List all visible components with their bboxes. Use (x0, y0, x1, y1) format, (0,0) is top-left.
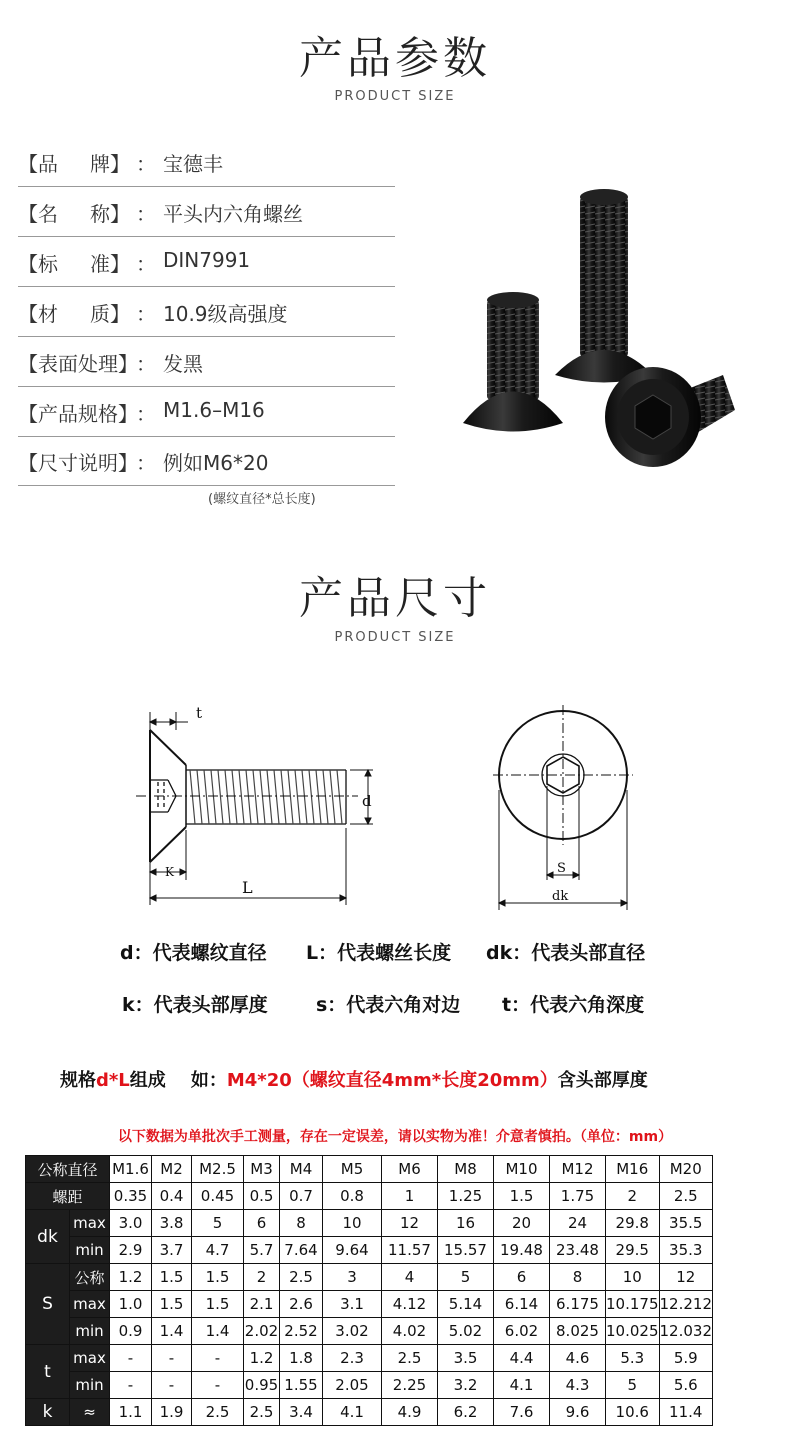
dimension-value: 5.7 (244, 1237, 280, 1264)
pitch-value: 1.25 (438, 1183, 494, 1210)
dimension-value: 10.6 (606, 1399, 660, 1426)
table-row (26, 1237, 713, 1264)
top-view-diagram (488, 700, 638, 915)
dimension-value: 3.0 (110, 1210, 152, 1237)
dimension-value: - (152, 1345, 192, 1372)
spec-value: 宝德丰 (163, 152, 223, 176)
legend-t: t：代表六角深度 (502, 994, 645, 1016)
dimension-value: 16 (438, 1210, 494, 1237)
dimension-value: 1.8 (280, 1345, 323, 1372)
dimension-value: 2.9 (110, 1237, 152, 1264)
spec-colon: ： (136, 302, 156, 326)
dimension-value: 3.5 (438, 1345, 494, 1372)
spec-colon: ： (136, 352, 156, 376)
dimension-value: 1.5 (192, 1291, 244, 1318)
sub-label: 公称 (70, 1264, 110, 1291)
dimension-value: - (192, 1345, 244, 1372)
dimension-value: 1.5 (192, 1264, 244, 1291)
dimension-value: 2.05 (323, 1372, 382, 1399)
dimension-value: 4.1 (323, 1399, 382, 1426)
dimension-value: 5 (606, 1372, 660, 1399)
pitch-value: 0.5 (244, 1183, 280, 1210)
table-row (26, 1183, 713, 1210)
dimension-value: 2.3 (323, 1345, 382, 1372)
pitch-value: 1.75 (550, 1183, 606, 1210)
screw-tall (555, 189, 653, 383)
dimension-value: 24 (550, 1210, 606, 1237)
pitch-value: 0.4 (152, 1183, 192, 1210)
sub-label: min (70, 1372, 110, 1399)
spec-value: DIN7991 (163, 248, 251, 272)
dimension-value: 3.4 (280, 1399, 323, 1426)
dimension-value: 2.25 (382, 1372, 438, 1399)
dimension-value: 15.57 (438, 1237, 494, 1264)
group-label: k (26, 1399, 70, 1426)
spec-label (18, 148, 130, 177)
dimension-value: 19.48 (494, 1237, 550, 1264)
legend-d: d：代表螺纹直径 (120, 942, 267, 964)
spec-label (18, 447, 138, 476)
spec-label (18, 248, 130, 277)
spec-colon: ： (136, 252, 156, 276)
dimension-value: 5 (192, 1210, 244, 1237)
dimension-value: 6 (494, 1264, 550, 1291)
dimension-value: 5.14 (438, 1291, 494, 1318)
pitch-value: 0.45 (192, 1183, 244, 1210)
spec-label (18, 298, 130, 327)
spec-label-part: 准】 (90, 252, 130, 276)
table-row (26, 1210, 713, 1237)
sub-label: min (70, 1318, 110, 1345)
dimension-value: 5 (438, 1264, 494, 1291)
screw-short (463, 292, 563, 432)
spec-value: 10.9级高强度 (163, 302, 288, 326)
dimension-value: 2.52 (280, 1318, 323, 1345)
dimension-value: 4 (382, 1264, 438, 1291)
formula-dl: d*L (96, 1070, 130, 1091)
sub-label: max (70, 1210, 110, 1237)
spec-label-part: 质】 (90, 302, 130, 326)
spec-label (18, 398, 138, 427)
spec-colon: ： (136, 402, 156, 426)
dimension-value: - (192, 1372, 244, 1399)
size-header: M6 (382, 1156, 438, 1183)
legend-k: k：代表头部厚度 (122, 994, 268, 1016)
spec-row (18, 237, 395, 287)
table-row (26, 1264, 713, 1291)
dimension-value: 2.5 (280, 1264, 323, 1291)
table-row (26, 1156, 713, 1183)
sub-label: max (70, 1345, 110, 1372)
label-k: K (165, 865, 174, 879)
size-header: M2 (152, 1156, 192, 1183)
spec-row (18, 387, 395, 437)
spec-label-part: 【表面处理】 (18, 352, 138, 376)
dimension-value: 7.64 (280, 1237, 323, 1264)
dimension-value: 8.025 (550, 1318, 606, 1345)
spec-colon: ： (136, 451, 156, 475)
dimension-value: 2.5 (382, 1345, 438, 1372)
dimension-value: 20 (494, 1210, 550, 1237)
section2-subtitle: PRODUCT SIZE (334, 630, 456, 645)
size-header: M5 (323, 1156, 382, 1183)
product-photo (455, 185, 740, 475)
spec-formula (60, 1066, 648, 1092)
size-header: M10 (494, 1156, 550, 1183)
dimension-value: 1.1 (110, 1399, 152, 1426)
dimension-value: 8 (550, 1264, 606, 1291)
spec-row (18, 187, 395, 237)
dimension-value: 5.02 (438, 1318, 494, 1345)
pitch-value: 0.7 (280, 1183, 323, 1210)
dimension-value: 4.9 (382, 1399, 438, 1426)
sub-label: max (70, 1291, 110, 1318)
dimension-value: - (152, 1372, 192, 1399)
dimension-value: 3.02 (323, 1318, 382, 1345)
dimension-value: 2.5 (244, 1399, 280, 1426)
table-row (26, 1318, 713, 1345)
pitch-value: 1.5 (494, 1183, 550, 1210)
dimension-value: 4.12 (382, 1291, 438, 1318)
legend-s: s：代表六角对边 (316, 994, 461, 1016)
spec-colon: ： (136, 152, 156, 176)
spec-value: 平头内六角螺丝 (163, 202, 303, 226)
dimension-value: 11.4 (659, 1399, 713, 1426)
dimension-value: 0.9 (110, 1318, 152, 1345)
spec-row (18, 137, 395, 187)
spec-value: M1.6–M16 (163, 398, 265, 422)
table-row (26, 1399, 713, 1426)
dimension-value: 1.2 (110, 1264, 152, 1291)
dimension-value: 2.5 (192, 1399, 244, 1426)
section1-title: 产品参数 (299, 33, 491, 84)
size-header: M1.6 (110, 1156, 152, 1183)
dimension-value: 1.4 (152, 1318, 192, 1345)
spec-label-part: 【品 (18, 152, 58, 176)
dimension-value: 23.48 (550, 1237, 606, 1264)
section2-title: 产品尺寸 (299, 573, 491, 624)
dimension-value: 10 (323, 1210, 382, 1237)
dimension-value: 6.02 (494, 1318, 550, 1345)
dimension-value: 4.1 (494, 1372, 550, 1399)
sub-label: ≈ (70, 1399, 110, 1426)
dimension-value: 5.9 (659, 1345, 713, 1372)
size-header: M8 (438, 1156, 494, 1183)
dimension-value: 10.025 (606, 1318, 660, 1345)
dimension-value: 10.175 (606, 1291, 660, 1318)
dimension-value: 6 (244, 1210, 280, 1237)
legend-L: L：代表螺丝长度 (306, 942, 452, 964)
table-row (26, 1372, 713, 1399)
dimension-value: 2 (244, 1264, 280, 1291)
dimension-value: 6.175 (550, 1291, 606, 1318)
size-header: M16 (606, 1156, 660, 1183)
dimension-value: 1.5 (152, 1291, 192, 1318)
measurement-disclaimer: 以下数据为单批次手工测量，存在一定误差，请以实物为准！介意者慎拍。（单位：mm） (117, 1129, 673, 1145)
spec-value: 例如M6*20 (163, 451, 269, 475)
dimension-value: 12.212 (659, 1291, 713, 1318)
spec-label-part: 【材 (18, 302, 58, 326)
pitch-value: 0.8 (323, 1183, 382, 1210)
sub-label: min (70, 1237, 110, 1264)
legend-dk: dk：代表头部直径 (486, 942, 646, 964)
spec-row (18, 337, 395, 387)
section1-subtitle: PRODUCT SIZE (334, 89, 456, 104)
dimension-value: 4.02 (382, 1318, 438, 1345)
dimension-value: 1.9 (152, 1399, 192, 1426)
side-view-diagram (128, 700, 388, 915)
label-L: L (242, 878, 253, 897)
dimension-value: 5.6 (659, 1372, 713, 1399)
dimension-value: 1.4 (192, 1318, 244, 1345)
table-row (26, 1345, 713, 1372)
dimension-value: 3.2 (438, 1372, 494, 1399)
dimension-value: 2.1 (244, 1291, 280, 1318)
dimension-value: 8 (280, 1210, 323, 1237)
label-d: d (362, 792, 372, 810)
dimension-value: 1.0 (110, 1291, 152, 1318)
dimension-value: 9.64 (323, 1237, 382, 1264)
spec-note: (螺纹直径*总长度) (208, 492, 316, 507)
dimension-value: 10 (606, 1264, 660, 1291)
dimension-value: 12.032 (659, 1318, 713, 1345)
label-dk: dk (552, 889, 569, 904)
screw-lying (605, 367, 735, 467)
pitch-value: 2 (606, 1183, 660, 1210)
label-t: t (196, 704, 203, 722)
dimension-value: 1.55 (280, 1372, 323, 1399)
dimension-value: 1.2 (244, 1345, 280, 1372)
dimension-value: - (110, 1372, 152, 1399)
dimension-value: 35.3 (659, 1237, 713, 1264)
formula-suffix: 含头部厚度 (557, 1070, 648, 1091)
dimension-value: 4.6 (550, 1345, 606, 1372)
dimension-value: 2.6 (280, 1291, 323, 1318)
formula-mid: 组成 如： (129, 1070, 227, 1091)
dimension-value: 0.95 (244, 1372, 280, 1399)
group-label: t (26, 1345, 70, 1399)
spec-colon: ： (136, 202, 156, 226)
spec-label-part: 牌】 (90, 152, 130, 176)
dimension-value: 29.5 (606, 1237, 660, 1264)
group-label: S (26, 1264, 70, 1345)
dimension-value: 6.2 (438, 1399, 494, 1426)
dimension-table (25, 1155, 713, 1426)
spec-row (18, 287, 395, 337)
spec-label-part: 【标 (18, 252, 58, 276)
table-corner-header: 公称直径 (26, 1156, 110, 1183)
group-label: dk (26, 1210, 70, 1264)
dimension-value: 6.14 (494, 1291, 550, 1318)
dimension-value: 12 (659, 1264, 713, 1291)
spec-label-part: 【产品规格】 (18, 402, 138, 426)
dimension-value: 9.6 (550, 1399, 606, 1426)
pitch-value: 1 (382, 1183, 438, 1210)
dimension-value: 29.8 (606, 1210, 660, 1237)
size-header: M3 (244, 1156, 280, 1183)
dimension-value: - (110, 1345, 152, 1372)
spec-label (18, 198, 130, 227)
label-s: S (557, 861, 566, 876)
spec-label (18, 348, 138, 377)
size-header: M12 (550, 1156, 606, 1183)
spec-label-part: 【尺寸说明】 (18, 451, 138, 475)
spec-label-part: 【名 (18, 202, 58, 226)
dimension-value: 2.02 (244, 1318, 280, 1345)
dimension-value: 3.8 (152, 1210, 192, 1237)
dimension-value: 7.6 (494, 1399, 550, 1426)
spec-value: 发黑 (163, 352, 203, 376)
dimension-value: 4.3 (550, 1372, 606, 1399)
dimension-value: 4.7 (192, 1237, 244, 1264)
spec-label-part: 称】 (90, 202, 130, 226)
size-header: M20 (659, 1156, 713, 1183)
dimension-value: 3.1 (323, 1291, 382, 1318)
size-header: M2.5 (192, 1156, 244, 1183)
formula-example: M4*20（螺纹直径4mm*长度20mm） (226, 1070, 558, 1091)
dimension-value: 1.5 (152, 1264, 192, 1291)
pitch-value: 2.5 (659, 1183, 713, 1210)
dimension-value: 11.57 (382, 1237, 438, 1264)
dimension-value: 3.7 (152, 1237, 192, 1264)
dimension-value: 4.4 (494, 1345, 550, 1372)
pitch-value: 0.35 (110, 1183, 152, 1210)
dimension-value: 35.5 (659, 1210, 713, 1237)
pitch-label: 螺距 (26, 1183, 110, 1210)
spec-row (18, 436, 395, 486)
dimension-value: 12 (382, 1210, 438, 1237)
table-row (26, 1291, 713, 1318)
dimension-value: 5.3 (606, 1345, 660, 1372)
size-header: M4 (280, 1156, 323, 1183)
formula-prefix: 规格 (60, 1070, 96, 1091)
dimension-value: 3 (323, 1264, 382, 1291)
